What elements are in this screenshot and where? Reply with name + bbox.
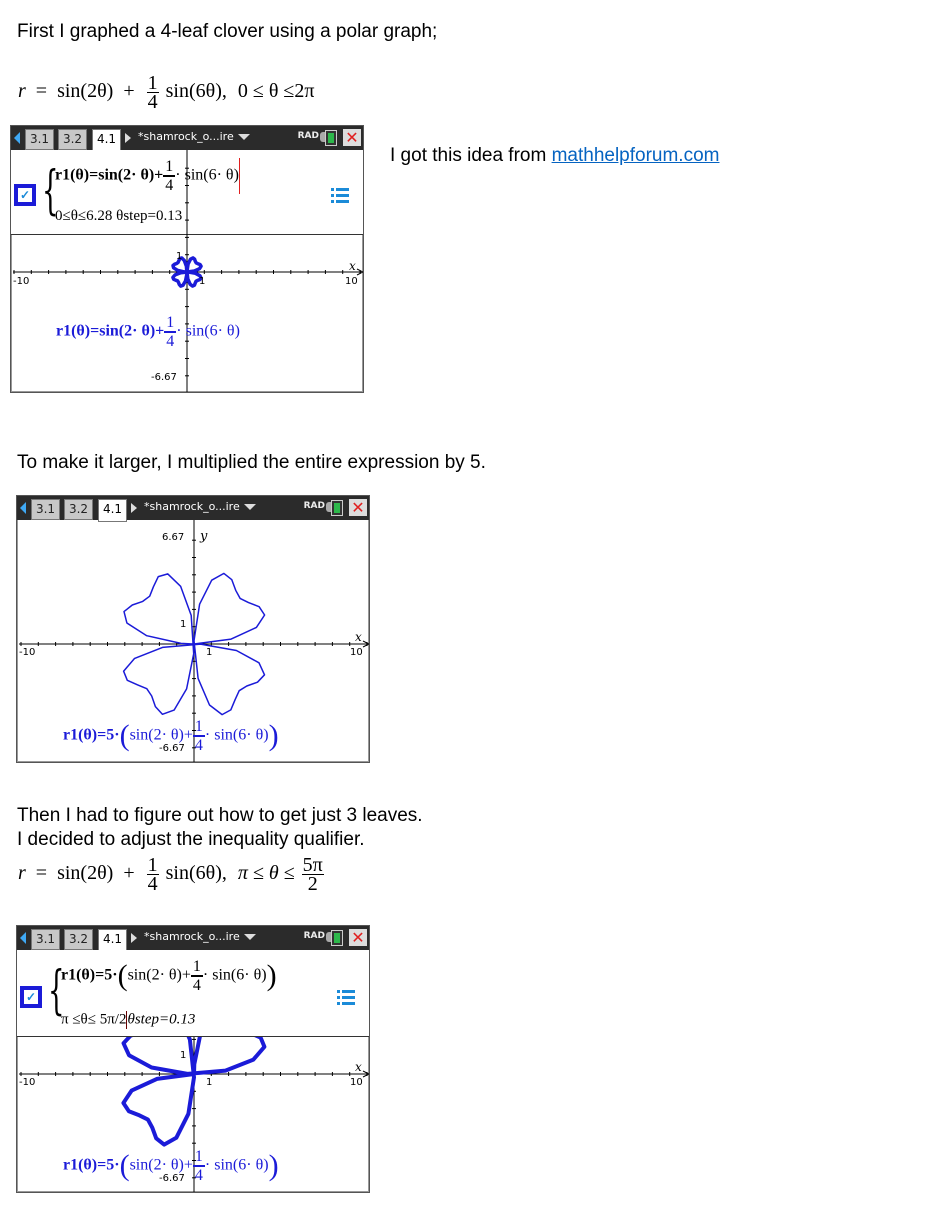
xmin-label: -10 [13, 276, 30, 287]
function-entry-line[interactable] [17, 950, 369, 1037]
larger-text: To make it larger, I multiplied the entire expression by 5. [17, 452, 486, 473]
eq-lhs: r [18, 80, 26, 103]
eq-range: 0 ≤ θ ≤2π [237, 80, 315, 103]
xmax-label: 10 [350, 1077, 363, 1088]
leaves-text-1: Then I had to figure out how to get just 3 leaves. [17, 805, 423, 826]
xmax-label: 10 [350, 647, 363, 658]
ymin-label: -6.67 [159, 743, 185, 754]
theta-condition[interactable]: π ≤θ≤ 5π/2θstep=0.13 [61, 1011, 196, 1028]
tab-3-2[interactable]: 3.2 [58, 129, 87, 150]
graph-function-label[interactable]: r1(θ)=5·(sin(2· θ)+ $\frac{1}{4}\cdot \sin(6\cdot \theta)$) [63, 1148, 279, 1184]
idea-text [390, 144, 719, 167]
graph-area[interactable] [11, 126, 363, 392]
brace-icon: { [48, 961, 65, 1021]
eq2-equals: = [30, 862, 53, 885]
list-menu-icon[interactable] [337, 990, 355, 1006]
eq2-term1: sin(2θ) [57, 862, 114, 885]
x-tick-1-label: 1 [206, 1077, 213, 1088]
close-button[interactable]: ✕ [349, 929, 367, 946]
close-button[interactable]: ✕ [343, 129, 361, 146]
y-axis-label: y [200, 529, 208, 544]
angle-mode-indicator: RAD [297, 131, 319, 141]
tab-3-1[interactable]: 3.1 [31, 929, 60, 950]
calculator-screen-2 [16, 495, 370, 763]
mathhelpforum-link[interactable]: mathhelpforum.com [551, 145, 720, 166]
eq-equals: = [30, 80, 53, 103]
tab-4-1[interactable]: 4.1 [98, 929, 127, 952]
eq-term2: sin(6θ), [165, 80, 227, 103]
checkmark-icon: ✓ [19, 188, 31, 202]
eq-plus: + [123, 80, 135, 103]
tab-4-1[interactable]: 4.1 [98, 499, 127, 522]
y-tick-1-label: 1 [180, 619, 187, 630]
angle-mode-indicator: RAD [303, 501, 325, 511]
eq2-lhs: r [18, 862, 26, 885]
x-axis-label: x [355, 630, 362, 644]
equation-clover [18, 74, 315, 111]
y-tick-1-label: 1 [180, 1050, 187, 1061]
graph-function-label[interactable]: r1(θ)=5·(sin(2· θ)+ $\frac{1}{4}\cdot \sin(6\cdot \theta)$) [63, 718, 279, 754]
tab-4-1[interactable]: 4.1 [92, 129, 121, 152]
eq2-term2: sin(6θ), [165, 862, 227, 885]
y-tick-1-label: 1 [176, 251, 183, 262]
tab-3-1[interactable]: 3.1 [31, 499, 60, 520]
document-title-menu[interactable]: *shamrock_o...ire [144, 500, 256, 513]
document-title-menu[interactable]: *shamrock_o...ire [138, 130, 250, 143]
x-axis-label: x [349, 259, 356, 273]
calculator-screen-1 [10, 125, 364, 393]
function-visible-checkbox[interactable] [20, 986, 42, 1008]
brace-icon: { [42, 161, 59, 221]
x-tick-1-label: 1 [199, 276, 206, 287]
xmin-label: -10 [19, 647, 36, 658]
ymax-label: 6.67 [162, 532, 185, 543]
eq-fraction: $\frac{1}{4}$ [147, 72, 158, 113]
calculator-screen-3 [16, 925, 370, 1193]
xmax-label: 10 [345, 276, 358, 287]
eq2-plus: + [123, 862, 135, 885]
function-expression[interactable]: r1(θ)=sin(2· θ)+ $\frac{1}{4}\cdot \sin(6\cdot \theta)$ [55, 158, 239, 194]
document-title-menu[interactable]: *shamrock_o...ire [144, 930, 256, 943]
ymin-label: -6.67 [159, 1173, 185, 1184]
tab-3-2[interactable]: 3.2 [64, 929, 93, 950]
angle-mode-indicator: RAD [303, 931, 325, 941]
leaves-text-2: I decided to adjust the inequality qualifier. [17, 829, 365, 850]
intro-text: First I graphed a 4-leaf clover using a polar graph; [17, 21, 438, 42]
eq2-fraction: $\frac{1}{4}$ [147, 854, 158, 895]
equation-three-leaves [18, 856, 326, 893]
close-button[interactable]: ✕ [349, 499, 367, 516]
eq-term1: sin(2θ) [57, 80, 114, 103]
x-tick-1-label: 1 [206, 647, 213, 658]
function-expression[interactable]: r1(θ)=5·(sin(2· θ)+ $\frac{1}{4}\cdot \sin(6\cdot \theta)$) [61, 958, 277, 994]
x-axis-label: x [355, 1060, 362, 1074]
idea-label: I got this idea from [390, 145, 552, 166]
theta-condition[interactable]: 0≤θ≤6.28 θstep=0.13 [55, 208, 183, 224]
tab-3-1[interactable]: 3.1 [25, 129, 54, 150]
xmin-label: -10 [19, 1077, 36, 1088]
ymin-label: -6.67 [151, 372, 177, 383]
eq2-range-start: π ≤ θ ≤ [237, 862, 295, 885]
graph-function-label[interactable]: r1(θ)=sin(2· θ)+ $\frac{1}{4}\cdot \sin(6\cdot \theta)$ [56, 314, 240, 350]
tab-3-2[interactable]: 3.2 [64, 499, 93, 520]
checkmark-icon: ✓ [25, 990, 37, 1004]
eq2-range-fraction: $\frac{5\pi}{2}$ [302, 854, 323, 895]
